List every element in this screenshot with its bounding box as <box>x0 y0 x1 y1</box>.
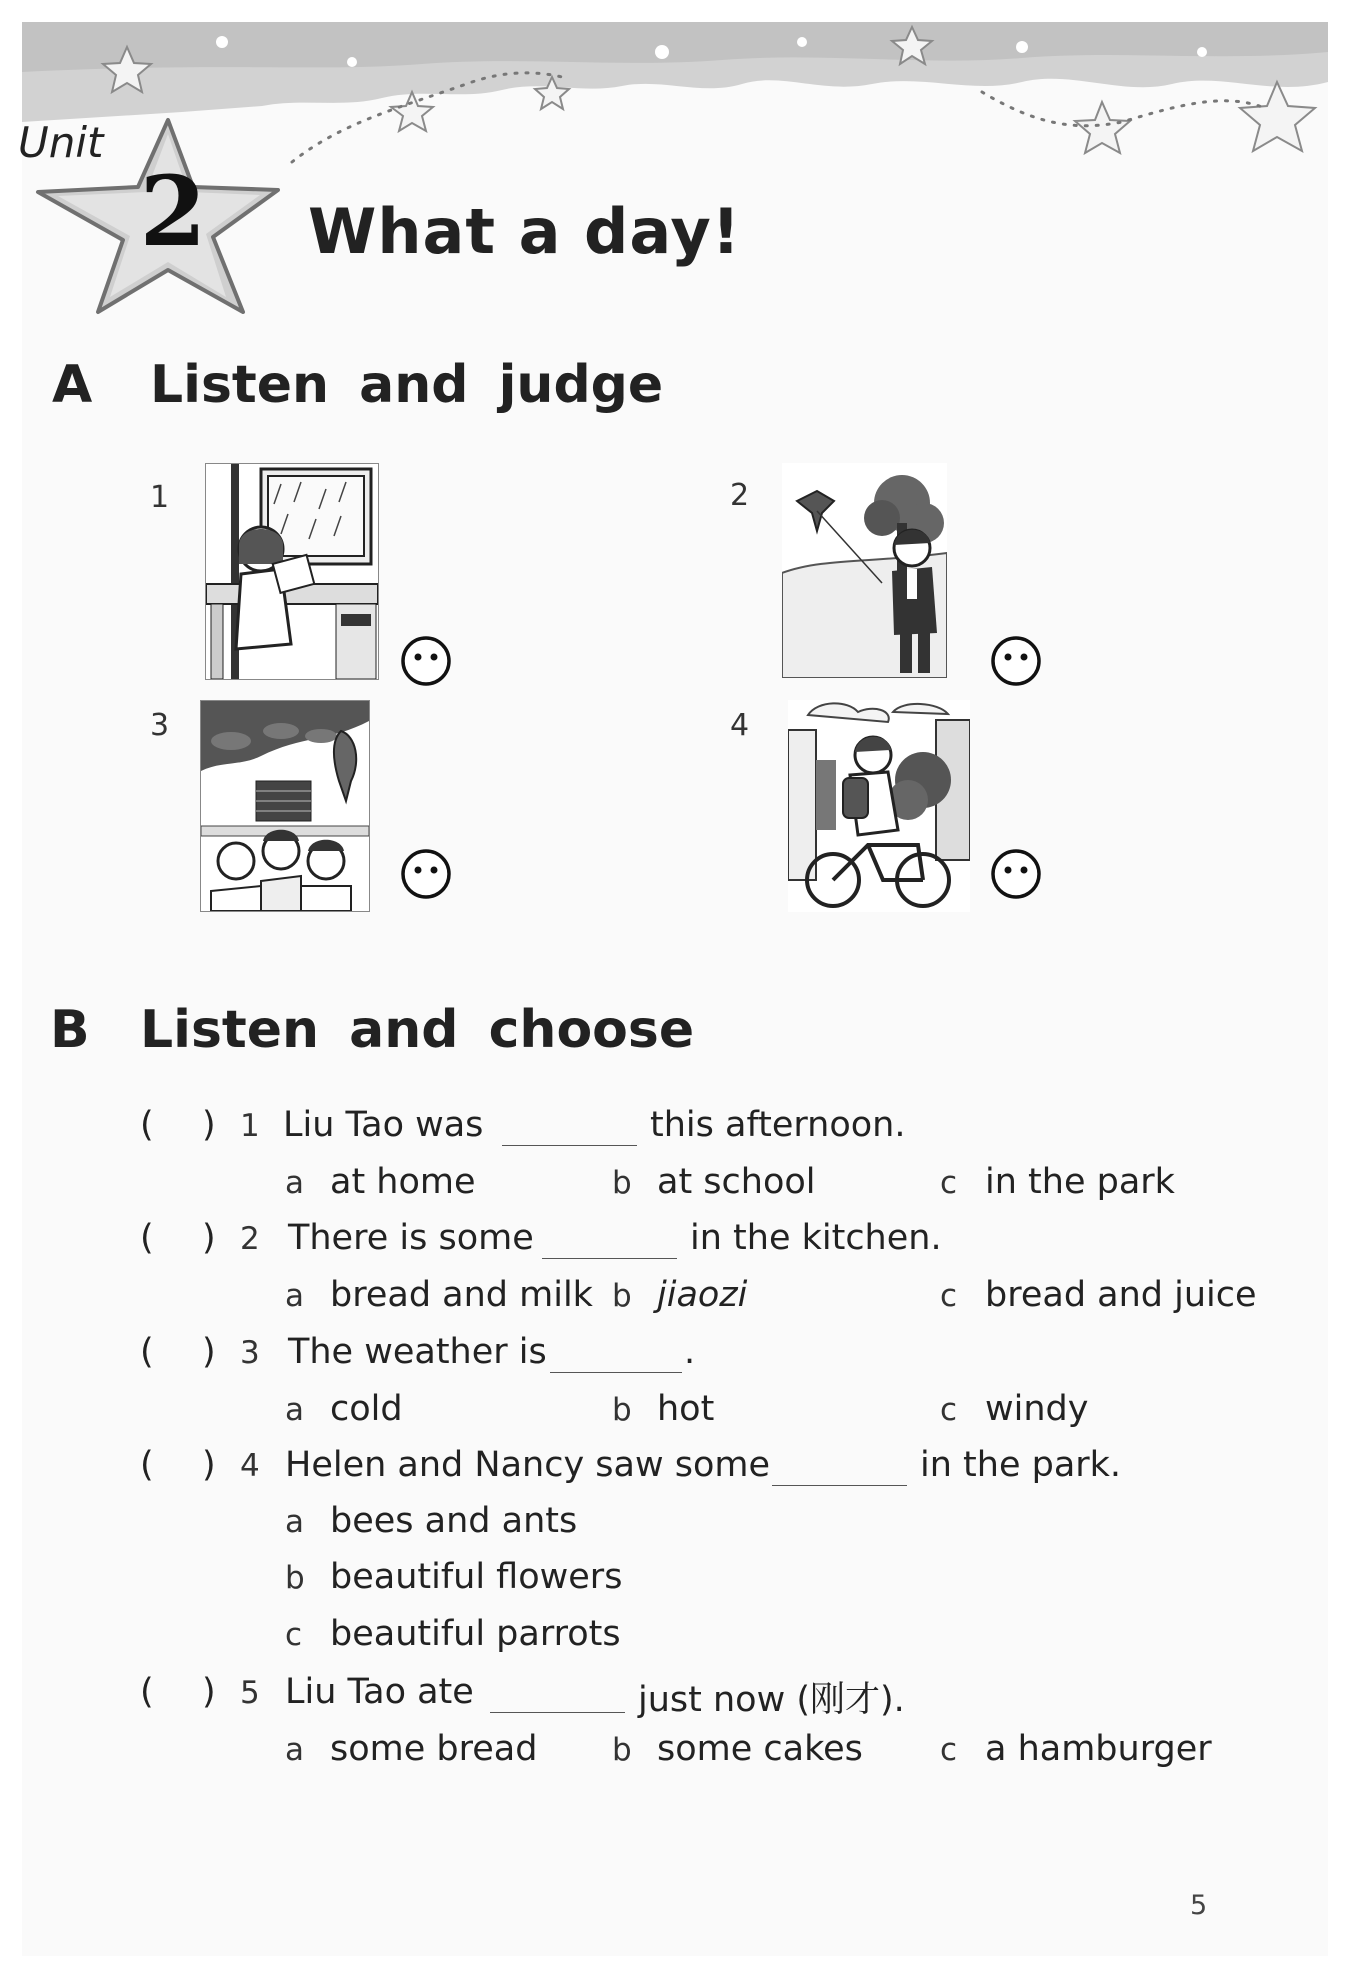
picture-number-3: 3 <box>150 708 170 743</box>
section-b-letter: B <box>50 1000 90 1060</box>
picture-boy-kite <box>782 463 947 678</box>
option-letter: a <box>285 1504 304 1540</box>
option-text: beautiful parrots <box>330 1614 621 1654</box>
option-text: hot <box>657 1389 715 1429</box>
option-text: bees and ants <box>330 1501 578 1541</box>
question-number: 4 <box>240 1448 260 1484</box>
option-letter: a <box>285 1732 304 1768</box>
option-text: at school <box>657 1162 816 1202</box>
question-text-after: just now (刚才). <box>638 1680 905 1720</box>
option-text: cold <box>330 1389 403 1429</box>
question-number: 1 <box>240 1108 260 1144</box>
section-b-title: Listen and choose <box>140 1000 695 1060</box>
question-number: 2 <box>240 1221 260 1257</box>
question-text-before: The weather is <box>288 1332 547 1372</box>
option-letter: b <box>612 1278 632 1314</box>
answer-blank <box>490 1712 625 1713</box>
picture-boy-bicycle <box>788 700 970 912</box>
question-text-after: this afternoon. <box>650 1105 906 1145</box>
option-text: bread and juice <box>985 1275 1257 1315</box>
option-letter: b <box>285 1560 305 1596</box>
option-letter: b <box>612 1165 632 1201</box>
option-text: at home <box>330 1162 476 1202</box>
answer-paren-close: ) <box>202 1672 216 1712</box>
section-a-title: Listen and judge <box>150 355 664 415</box>
option-letter: c <box>940 1732 958 1768</box>
question-text-before: Liu Tao ate <box>285 1672 474 1712</box>
answer-paren-open: ( <box>140 1332 154 1372</box>
option-letter: c <box>940 1278 958 1314</box>
picture-number-1: 1 <box>150 480 170 515</box>
option-letter: a <box>285 1392 304 1428</box>
picture-number-4: 4 <box>730 708 750 743</box>
neutral-face-icon <box>400 635 452 687</box>
question-text-after: . <box>684 1332 696 1372</box>
question-text-before: There is some <box>288 1218 534 1258</box>
neutral-face-icon <box>400 848 452 900</box>
question-number: 3 <box>240 1335 260 1371</box>
option-letter: c <box>940 1165 958 1201</box>
neutral-face-icon <box>990 635 1042 687</box>
page-number: 5 <box>1190 1890 1208 1921</box>
picture-children-parrot <box>200 700 370 912</box>
answer-paren-open: ( <box>140 1672 154 1712</box>
question-number: 5 <box>240 1675 260 1711</box>
option-text: some cakes <box>657 1729 863 1769</box>
option-text: a hamburger <box>985 1729 1212 1769</box>
option-text: windy <box>985 1389 1089 1429</box>
question-text-after: in the kitchen. <box>690 1218 942 1258</box>
answer-paren-open: ( <box>140 1105 154 1145</box>
picture-number-2: 2 <box>730 478 750 513</box>
answer-paren-close: ) <box>202 1105 216 1145</box>
option-text: some bread <box>330 1729 538 1769</box>
option-letter: c <box>285 1617 303 1653</box>
answer-blank <box>502 1145 637 1146</box>
option-text: in the park <box>985 1162 1175 1202</box>
section-a-letter: A <box>52 355 93 415</box>
option-text: beautiful flowers <box>330 1557 623 1597</box>
page-title: What a day! <box>308 195 742 268</box>
answer-blank <box>542 1258 677 1259</box>
answer-paren-close: ) <box>202 1332 216 1372</box>
picture-girl-reading <box>205 463 379 680</box>
answer-blank <box>550 1372 682 1373</box>
question-text-after: in the park. <box>920 1445 1122 1485</box>
option-letter: c <box>940 1392 958 1428</box>
unit-number: 2 <box>139 155 207 268</box>
option-letter: a <box>285 1165 304 1201</box>
option-letter: a <box>285 1278 304 1314</box>
answer-paren-open: ( <box>140 1445 154 1485</box>
answer-blank <box>772 1485 907 1486</box>
option-letter: b <box>612 1732 632 1768</box>
option-letter: b <box>612 1392 632 1428</box>
question-text-before: Helen and Nancy saw some <box>285 1445 770 1485</box>
unit-label: Unit <box>18 118 104 167</box>
neutral-face-icon <box>990 848 1042 900</box>
answer-paren-close: ) <box>202 1445 216 1485</box>
answer-paren-open: ( <box>140 1218 154 1258</box>
question-text-before: Liu Tao was <box>283 1105 484 1145</box>
option-text: jiaozi <box>657 1275 748 1315</box>
answer-paren-close: ) <box>202 1218 216 1258</box>
option-text: bread and milk <box>330 1275 593 1315</box>
